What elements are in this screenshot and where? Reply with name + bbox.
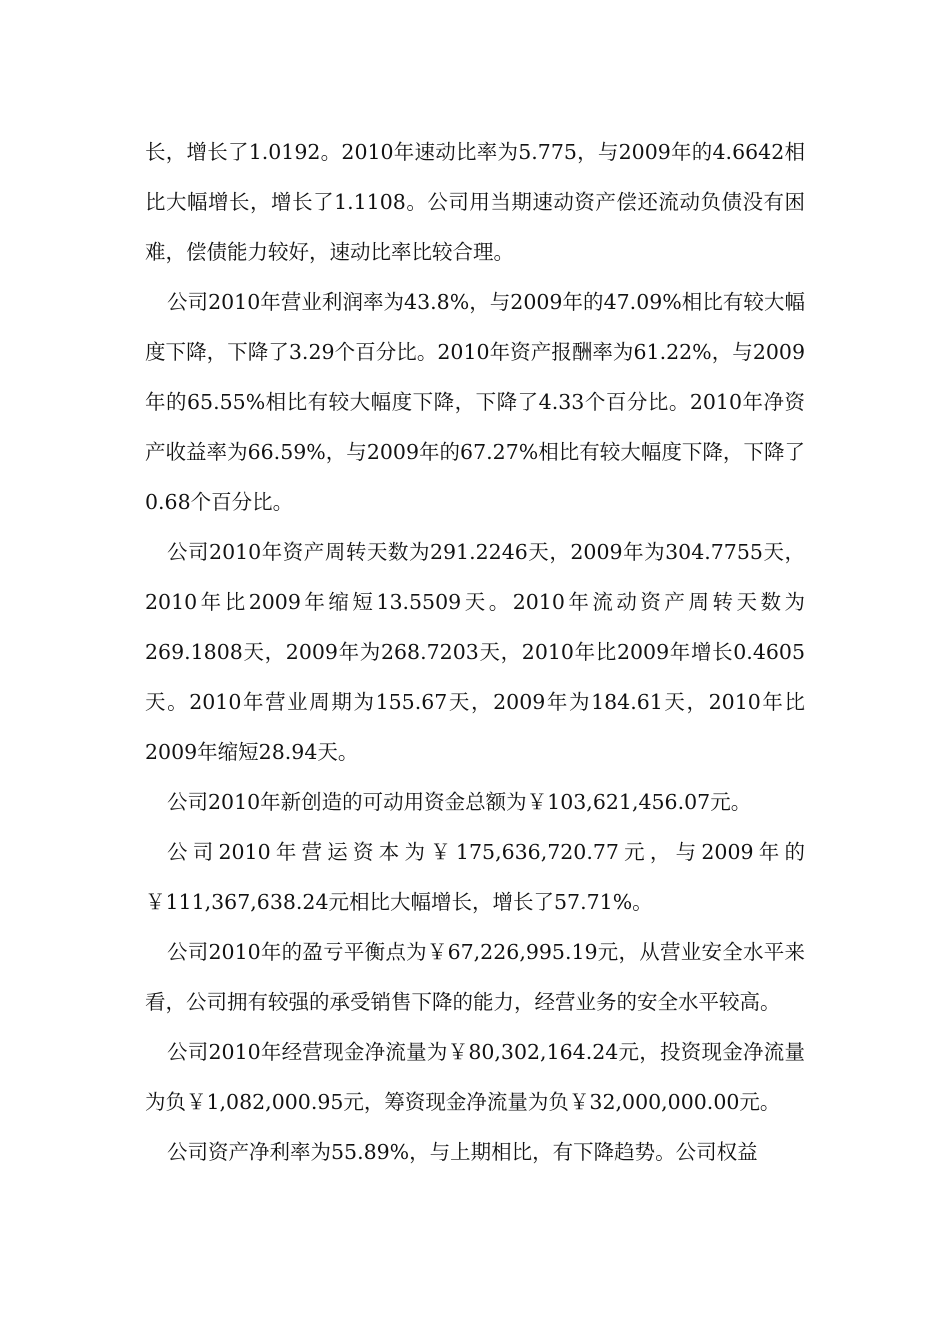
paragraph-8: 公司资产净利率为55.89%，与上期相比，有下降趋势。公司权益	[167, 1140, 758, 1164]
paragraph-5: 公司2010年营运资本为￥175,636,720.77元，与2009年的￥111,367,638.24元相比大幅增长，增长了57.71%。	[145, 840, 805, 914]
paragraph-3: 公司2010年资产周转天数为291.2246天，2009年为304.7755天，2010年比2009年缩短13.5509天。2010年流动资产周转天数为269.1808天，2009年为268.7203天，2010年比2009年增长0.4605天。2010年营业周期为155.67天，2009年为184.61天，2010年比2009年缩短28.94天。	[145, 540, 805, 764]
document-body	[145, 127, 805, 1177]
paragraph-7: 公司2010年经营现金净流量为￥80,302,164.24元，投资现金净流量为负￥1,082,000.95元，筹资现金净流量为负￥32,000,000.00元。	[145, 1040, 805, 1114]
paragraph-1: 长，增长了1.0192。2010年速动比率为5.775，与2009年的4.6642相比大幅增长，增长了1.1108。公司用当期速动资产偿还流动负债没有困难，偿债能力较好，速动比率比较合理。	[145, 140, 805, 264]
paragraph-6: 公司2010年的盈亏平衡点为￥67,226,995.19元，从营业安全水平来看，公司拥有较强的承受销售下降的能力，经营业务的安全水平较高。	[145, 940, 805, 1014]
paragraph-2: 公司2010年营业利润率为43.8%，与2009年的47.09%相比有较大幅度下降，下降了3.29个百分比。2010年资产报酬率为61.22%，与2009年的65.55%相比有较大幅度下降，下降了4.33个百分比。2010年净资产收益率为66.59%，与2009年的67.27%相比有较大幅度下降，下降了0.68个百分比。	[145, 290, 805, 514]
paragraph-4: 公司2010年新创造的可动用资金总额为￥103,621,456.07元。	[167, 790, 752, 814]
